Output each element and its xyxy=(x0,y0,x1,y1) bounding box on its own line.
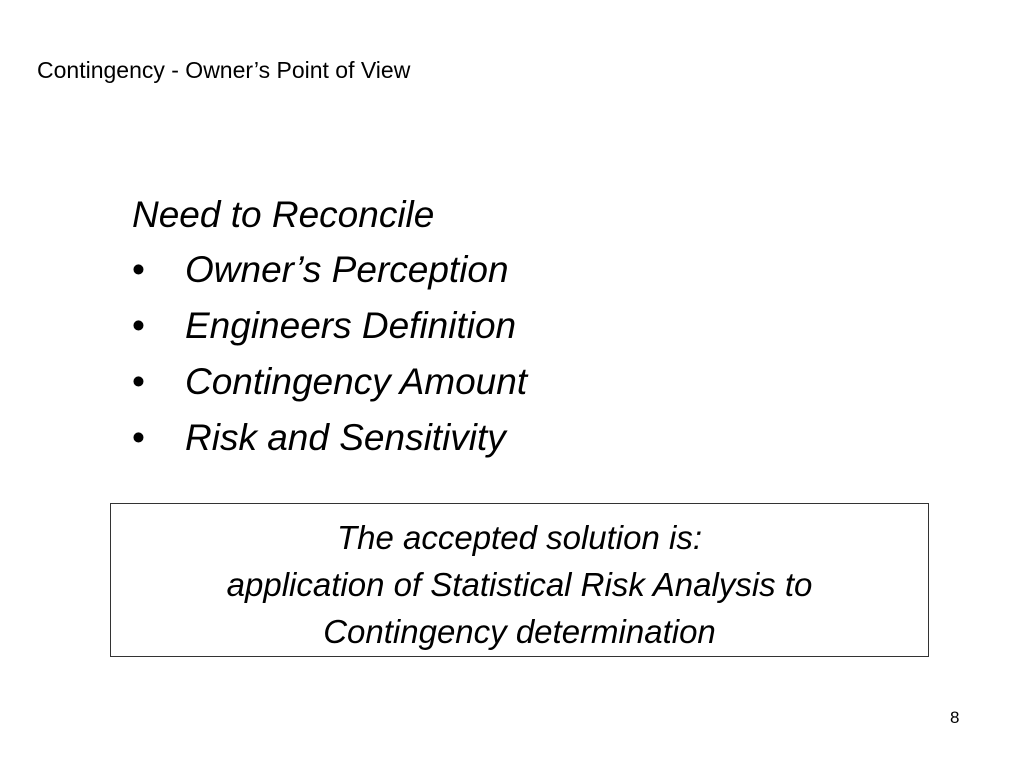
page-number: 8 xyxy=(950,708,960,727)
bullet-item xyxy=(132,298,517,354)
bullet-text: Engineers Definition xyxy=(185,305,517,346)
bullet-text: Risk and Sensitivity xyxy=(185,417,506,458)
solution-line: Contingency determination xyxy=(323,613,716,650)
bullet-icon: • xyxy=(132,249,145,290)
bullet-icon: • xyxy=(132,417,145,458)
content-heading: Need to Reconcile xyxy=(132,194,435,235)
bullet-icon: • xyxy=(132,305,145,346)
bullet-item xyxy=(132,354,528,410)
solution-line: application of Statistical Risk Analysis to xyxy=(226,566,813,603)
solution-line: The accepted solution is: xyxy=(336,519,703,556)
bullet-text: Contingency Amount xyxy=(185,361,528,402)
bullet-item xyxy=(132,242,509,298)
bullet-icon: • xyxy=(132,361,145,402)
bullet-text: Owner’s Perception xyxy=(185,249,509,290)
main-content xyxy=(132,188,528,466)
bullet-item xyxy=(132,410,506,466)
slide-title: Contingency - Owner’s Point of View xyxy=(37,57,411,83)
bullet-list xyxy=(132,242,528,466)
solution-box xyxy=(110,503,929,657)
